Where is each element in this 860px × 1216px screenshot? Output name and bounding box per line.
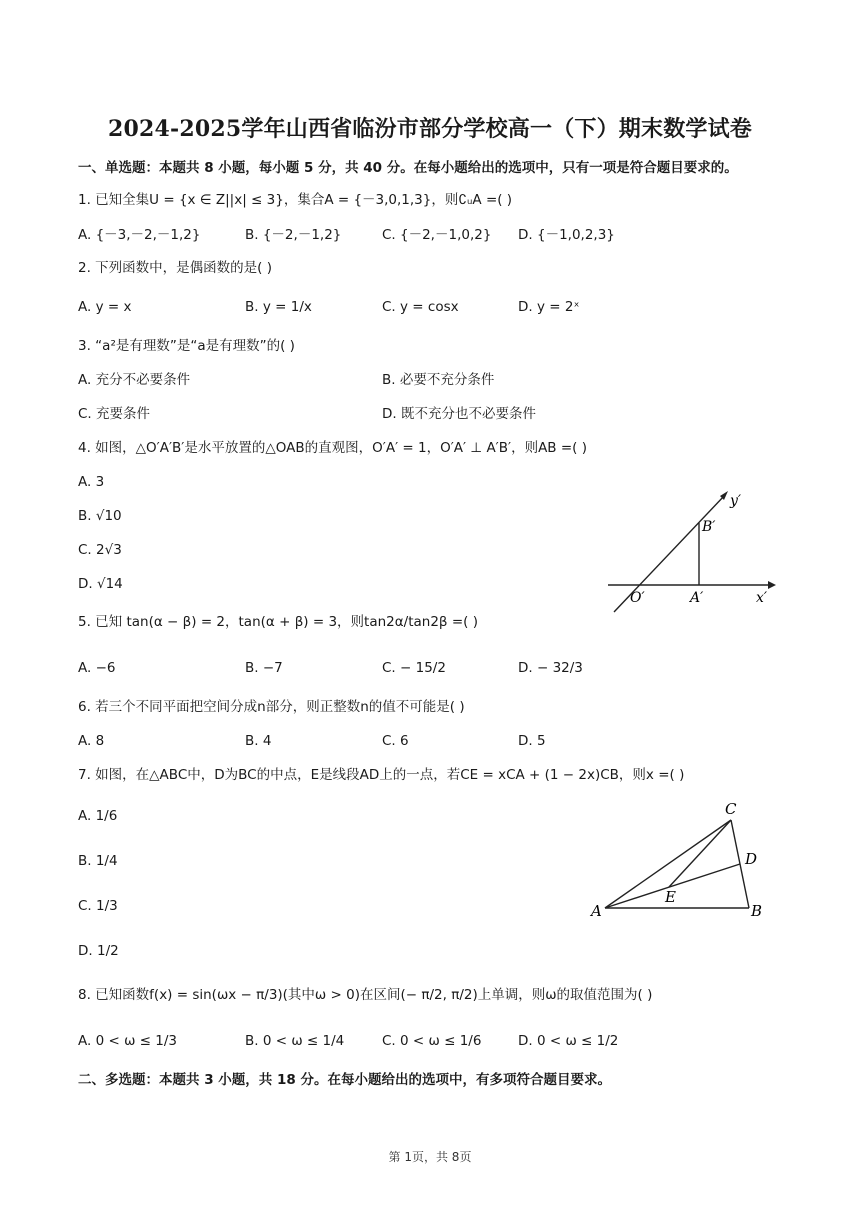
q8-option-b: B. 0 < ω ≤ 1/4 [245,1033,345,1049]
label-e: E [665,888,676,906]
label-c: C [725,800,737,818]
q2-option-a: A. y = x [78,299,132,315]
q8-option-a: A. 0 < ω ≤ 1/3 [78,1033,177,1049]
question-5-stem: 5. 已知 tan(α − β) = 2，tan(α + β) = 3，则tan2α/tan2β =( ) [78,614,478,630]
page-footer: 第 1页，共 8页 [388,1150,472,1164]
label-x-prime: x′ [756,590,768,606]
label-o-prime: O′ [630,590,645,606]
label-b-prime: B′ [702,519,716,535]
q2-option-c: C. y = cosx [382,299,459,315]
q4-option-d: D. √14 [78,576,123,592]
q4-option-b: B. √10 [78,508,122,524]
section-1-heading: 一、单选题：本题共 8 小题，每小题 5 分，共 40 分。在每小题给出的选项中，只有一项是符合题目要求的。 [78,160,738,176]
question-7-stem: 7. 如图，在△ABC中，D为BC的中点，E是线段AD上的一点，若CE = xCA + (1 − 2x)CB，则x =( ) [78,767,685,783]
question-6-stem: 6. 若三个不同平面把空间分成n部分，则正整数n的值不可能是( ) [78,699,465,715]
q1-option-d: D. {－1,0,2,3} [518,227,615,243]
section-2-heading: 二、多选题：本题共 3 小题，共 18 分。在每小题给出的选项中，有多项符合题目要求。 [78,1072,611,1088]
q7-option-d: D. 1/2 [78,943,119,959]
q2-option-d: D. y = 2ˣ [518,299,580,315]
q4-option-c: C. 2√3 [78,542,122,558]
question-3-stem: 3. “a²是有理数”是“a是有理数”的( ) [78,338,295,354]
q6-option-c: C. 6 [382,733,409,749]
q5-option-a: A. −6 [78,660,116,676]
q4-option-a: A. 3 [78,474,105,490]
q7-option-c: C. 1/3 [78,898,118,914]
q7-option-b: B. 1/4 [78,853,118,869]
q5-option-c: C. − 15/2 [382,660,446,676]
label-a: A [591,902,602,920]
q6-option-d: D. 5 [518,733,546,749]
q3-option-d: D. 既不充分也不必要条件 [382,406,536,422]
triangle-abc-figure [585,798,775,923]
question-8-stem: 8. 已知函数f(x) = sin(ωx − π/3)(其中ω > 0)在区间(− π/2, π/2)上单调，则ω的取值范围为( ) [78,987,653,1003]
q7-option-a: A. 1/6 [78,808,118,824]
label-b: B [751,902,763,920]
q8-option-d: D. 0 < ω ≤ 1/2 [518,1033,619,1049]
label-a-prime: A′ [690,590,704,606]
q1-option-a: A. {－3,－2,－1,2} [78,227,201,243]
oblique-drawing-figure [600,485,790,615]
question-1-stem: 1. 已知全集U = {x ∈ Z||x| ≤ 3}，集合A = {－3,0,1,3}，则∁ᵤA =( ) [78,192,513,208]
question-4-stem: 4. 如图，△O′A′B′是水平放置的△OAB的直观图，O′A′ = 1，O′A′ ⊥ A′B′，则AB =( ) [78,440,587,456]
q5-option-d: D. − 32/3 [518,660,583,676]
q8-option-c: C. 0 < ω ≤ 1/6 [382,1033,482,1049]
q3-option-b: B. 必要不充分条件 [382,372,495,388]
question-2-stem: 2. 下列函数中，是偶函数的是( ) [78,260,272,276]
q3-option-a: A. 充分不必要条件 [78,372,191,388]
q6-option-a: A. 8 [78,733,105,749]
label-d: D [745,850,758,868]
label-y-prime: y′ [730,493,742,509]
q2-option-b: B. y = 1/x [245,299,312,315]
q5-option-b: B. −7 [245,660,283,676]
q1-option-c: C. {－2,－1,0,2} [382,227,492,243]
page-title: 2024-2025学年山西省临汾市部分学校高一（下）期末数学试卷 [108,116,752,142]
q1-option-b: B. {－2,－1,2} [245,227,342,243]
q6-option-b: B. 4 [245,733,272,749]
q3-option-c: C. 充要条件 [78,406,151,422]
